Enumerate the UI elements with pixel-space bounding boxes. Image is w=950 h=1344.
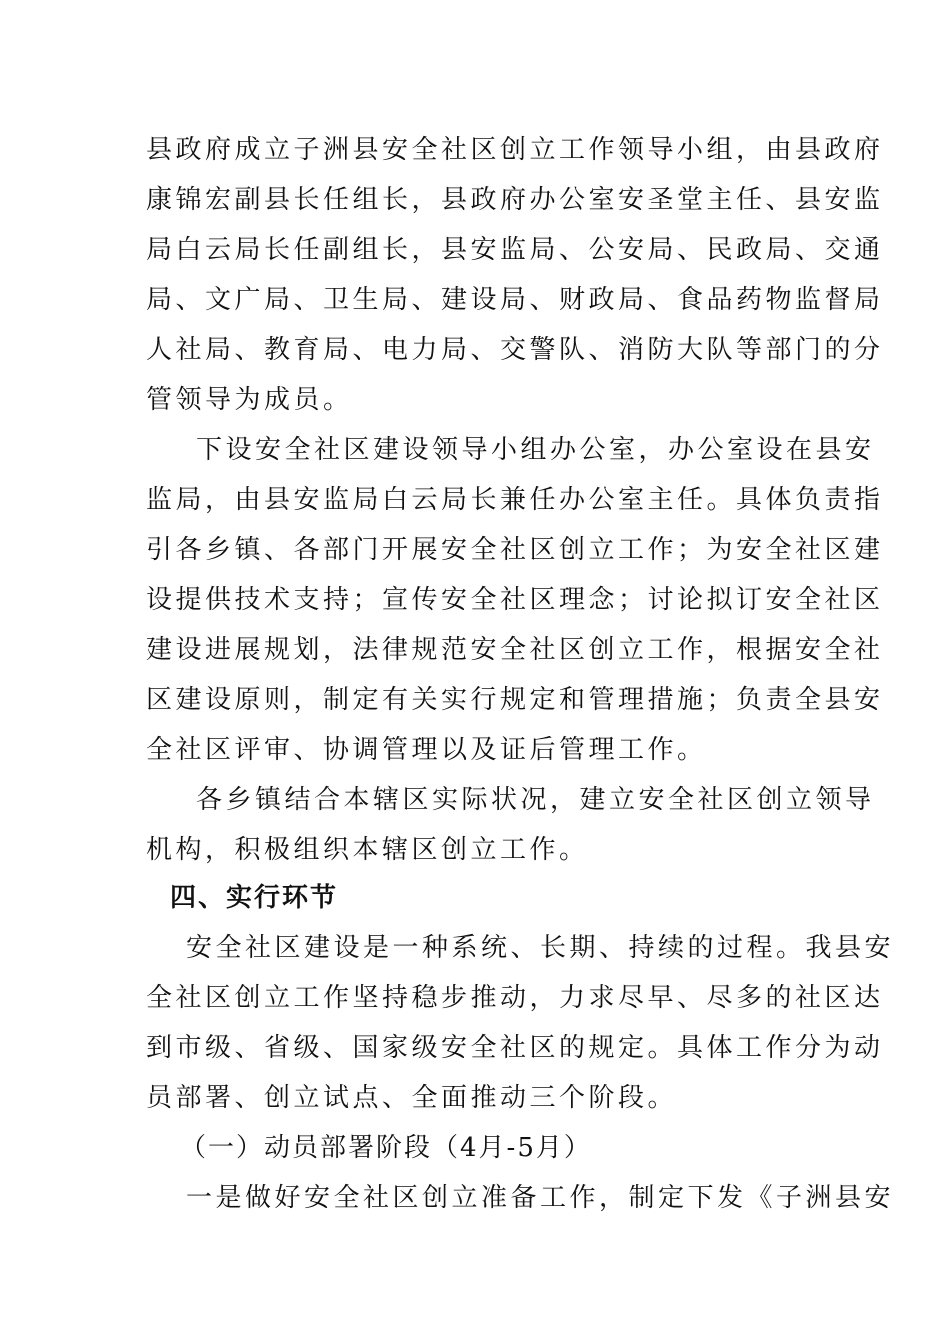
paragraph-line: 机构，积极组织本辖区创立工作。 (146, 835, 589, 865)
paragraph-line: 全社区创立工作坚持稳步推动，力求尽早、尽多的社区达 (146, 983, 884, 1013)
subsection-heading: （一）动员部署阶段（4月-5月） (180, 1133, 592, 1163)
paragraph-line: 下设安全社区建设领导小组办公室，办公室设在县安 (196, 435, 875, 465)
paragraph-line: 建设进展规划，法律规范安全社区创立工作，根据安全社 (146, 635, 884, 665)
paragraph-line: 县政府成立子洲县安全社区创立工作领导小组，由县政府 (146, 135, 884, 165)
paragraph-line: 管领导为成员。 (146, 385, 353, 415)
paragraph-line: 各乡镇结合本辖区实际状况，建立安全社区创立领导 (196, 785, 875, 815)
paragraph-line: 设提供技术支持；宣传安全社区理念；讨论拟订安全社区 (146, 585, 884, 615)
section-heading: 四、实行环节 (170, 883, 339, 913)
paragraph-line: 区建设原则，制定有关实行规定和管理措施；负责全县安 (146, 685, 884, 715)
paragraph-line: 监局，由县安监局白云局长兼任办公室主任。具体负责指 (146, 485, 884, 515)
paragraph-line: 康锦宏副县长任组长，县政府办公室安圣堂主任、县安监 (146, 185, 884, 215)
paragraph-line: 引各乡镇、各部门开展安全社区创立工作；为安全社区建 (146, 535, 884, 565)
paragraph-line: 全社区评审、协调管理以及证后管理工作。 (146, 735, 707, 765)
paragraph-line: 人社局、教育局、电力局、交警队、消防大队等部门的分 (146, 335, 884, 365)
paragraph-line: 到市级、省级、国家级安全社区的规定。具体工作分为动 (146, 1033, 884, 1063)
paragraph-line: 局、文广局、卫生局、建设局、财政局、食品药物监督局 (146, 285, 884, 315)
paragraph-line: 一是做好安全社区创立准备工作，制定下发《子洲县安 (186, 1183, 895, 1213)
paragraph-line: 局白云局长任副组长，县安监局、公安局、民政局、交通 (146, 235, 884, 265)
paragraph-line: 安全社区建设是一种系统、长期、持续的过程。我县安 (186, 933, 895, 963)
paragraph-line: 员部署、创立试点、全面推动三个阶段。 (146, 1083, 678, 1113)
